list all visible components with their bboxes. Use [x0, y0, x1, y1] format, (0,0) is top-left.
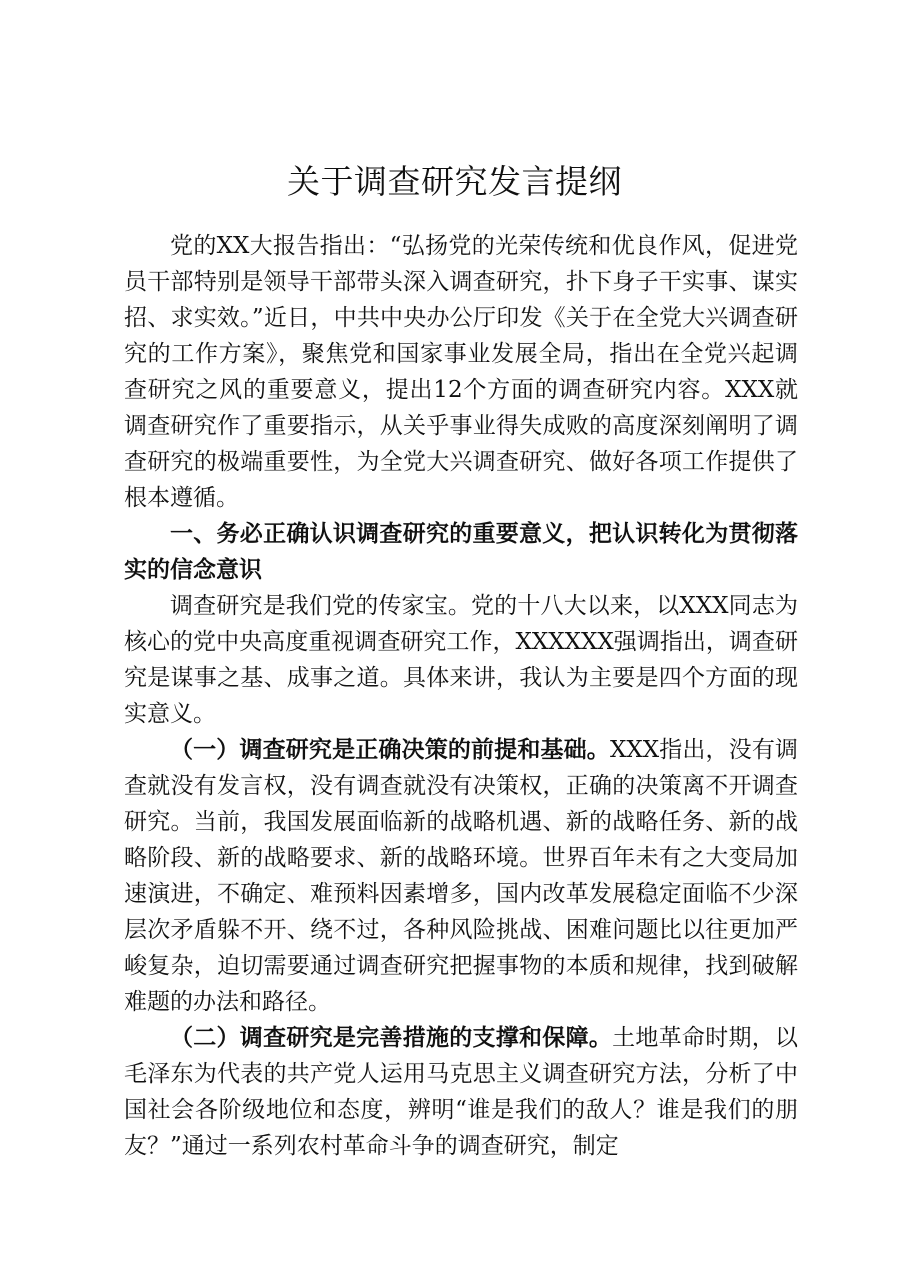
point-lead-1: （一）调查研究是正确决策的前提和基础。 — [170, 736, 610, 763]
document-title: 关于调查研究发言提纲 — [287, 162, 622, 201]
point-text-1: XXX指出，没有调查就没有发言权，没有调查就没有决策权，正确的决策离不开调查研究。当前，我国发展面临新的战略机遇、新的战略任务、新的战略阶段、新的战略要求、新的战略环境。世界百年未有之大变局加速演进，不确定、难预料因素增多，国内改革发展稳定面临不少深层次矛盾躲不开、绕不过，各种风险挑战、困难问题比以往更加严峻复杂，迫切需要通过调查研究把握事物的本质和规律，找到破解难题的办法和路径。 — [124, 737, 799, 1015]
point-lead-2: （二）调查研究是完善措施的支撑和保障。 — [170, 1024, 613, 1051]
document-body — [124, 228, 798, 1164]
point-text-2: 土地革命时期，以毛泽东为代表的共产党人运用马克思主义调查研究方法，分析了中国社会各阶级地位和态度，辨明“谁是我们的敌人？谁是我们的朋友？”通过一系列农村革命斗争的调查研究，制定 — [124, 1025, 799, 1159]
intro-paragraph: 党的XX大报告指出：“弘扬党的光荣传统和优良作风，促进党员干部特别是领导干部带头深入调查研究，扑下身子干实事、谋实招、求实效。”近日，中共中央办公厅印发《关于在全党大兴调查研究的工作方案》，聚焦党和国家事业发展全局，指出在全党兴起调查研究之风的重要意义，提出12个方面的调查研究内容。XXX就调查研究作了重要指示，从关乎事业得失成败的高度深刻阐明了调查研究的极端重要性，为全党大兴调查研究、做好各项工作提供了根本遵循。 — [124, 233, 798, 511]
section-heading: 一、务必正确认识调查研究的重要意义，把认识转化为贯彻落实的信念意识 — [124, 521, 798, 583]
point-paragraph-2 — [124, 1020, 798, 1164]
section-intro-paragraph: 调查研究是我们党的传家宝。党的十八大以来，以XXX同志为核心的党中央高度重视调查研究工作，XXXXXX强调指出，调查研究是谋事之基、成事之道。具体来讲，我认为主要是四个方面的现实意义。 — [124, 593, 798, 727]
point-paragraph-1 — [124, 732, 798, 1020]
